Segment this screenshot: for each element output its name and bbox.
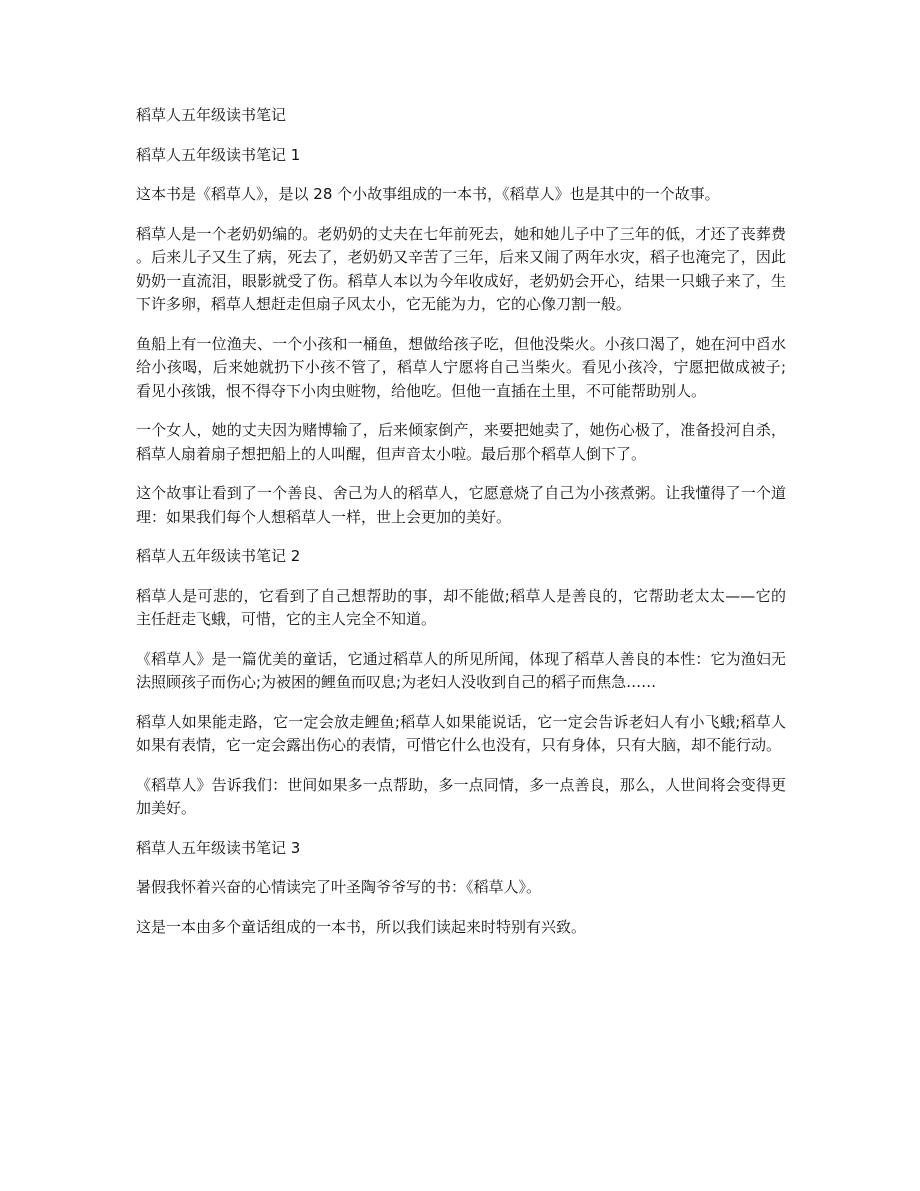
paragraph: 稻草人是一个老奶奶编的。老奶奶的丈夫在七年前死去，她和她儿子中了三年的低，才还了丧葬费。后来儿子又生了病，死去了，老奶奶又辛苦了三年，后来又闹了两年水灾，稻子也淹完了，因此奶奶一直流泪，眼影就受了伤。稻草人本以为今年收成好，老奶奶会开心，结果一只蛾子来了，生下许多卵，稻草人想赶走但扇子风太小，它无能为力，它的心像刀割一般。: [136, 224, 786, 313]
paragraph: 这本书是《稻草人》，是以 28 个小故事组成的一本书，《稻草人》也是其中的一个故事。: [136, 185, 720, 203]
paragraph: 这个故事让看到了一个善良、舍己为人的稻草人，它愿意烧了自己为小孩煮粥。让我懂得了一个道理：如果我们每个人想稻草人一样，世上会更加的美好。: [136, 484, 786, 526]
paragraph: 《稻草人》是一篇优美的童话，它通过稻草人的所见所闻，体现了稻草人善良的本性：它为渔妇无法照顾孩子而伤心;为被困的鲤鱼而叹息;为老妇人没收到自己的稻子而焦急……: [136, 649, 786, 691]
paragraph: 稻草人如果能走路，它一定会放走鲤鱼;稻草人如果能说话，它一定会告诉老妇人有小飞蛾;稻草人如果有表情，它一定会露出伤心的表情，可惜它什么也没有，只有身体，只有大脑，却不能行动。: [136, 712, 786, 754]
paragraph: 暑假我怀着兴奋的心情读完了叶圣陶爷爷写的书：《稻草人》。: [136, 878, 542, 896]
document-body: [136, 104, 786, 955]
paragraph: 这是一本由多个童话组成的一本书，所以我们读起来时特别有兴致。: [136, 917, 587, 936]
paragraph: 鱼船上有一位渔夫、一个小孩和一桶鱼，想做给孩子吃，但他没柴火。小孩口渴了，她在河中舀水给小孩喝，后来她就扔下小孩不管了，稻草人宁愿将自己当柴火。看见小孩冷，宁愿把做成被子;看见小孩饿，恨不得夺下小肉虫赃物，给他吃。但他一直插在土里，不可能帮助别人。: [136, 334, 786, 400]
section-heading: 稻草人五年级读书笔记 1: [136, 145, 301, 164]
paragraph: 一个女人，她的丈夫因为赌博输了，后来倾家倒产，来要把她卖了，她伤心极了，准备投河自杀，稻草人扇着扇子想把船上的人叫醒，但声音太小啦。最后那个稻草人倒下了。: [136, 421, 786, 463]
section-heading: 稻草人五年级读书笔记 3: [136, 838, 301, 857]
section-heading: 稻草人五年级读书笔记 2: [136, 547, 301, 565]
paragraph: 稻草人是可悲的，它看到了自己想帮助的事，却不能做;稻草人是善良的，它帮助老太太——它的主任赶走飞蛾，可惜，它的主人完全不知道。: [136, 586, 786, 628]
paragraph: 《稻草人》告诉我们：世间如果多一点帮助，多一点同情，多一点善良，那么，人世间将会变得更加美好。: [136, 775, 786, 817]
document-title: 稻草人五年级读书笔记: [136, 106, 287, 124]
